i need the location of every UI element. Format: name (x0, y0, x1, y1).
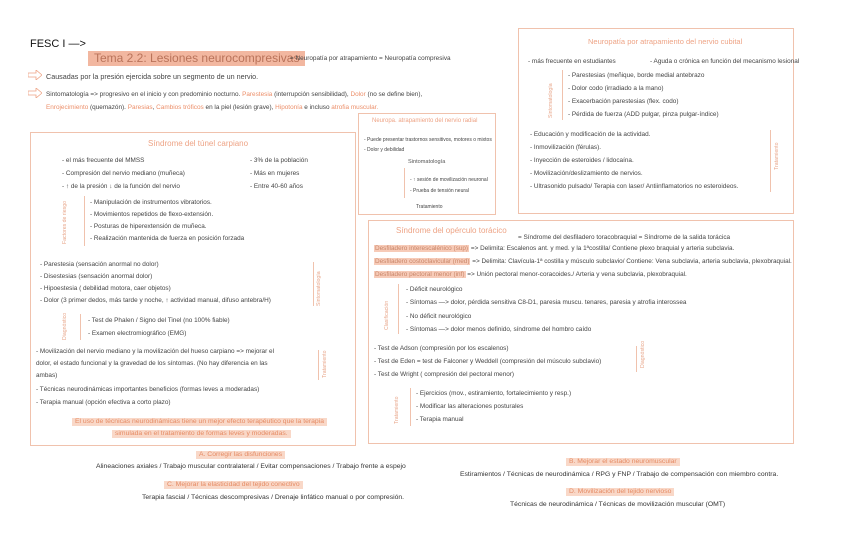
carpal-symptoms-label: Sintomatología (316, 271, 322, 306)
objective-b-title: B. Mejorar el estado neuromuscular (566, 458, 680, 466)
carpal-item: - el más frecuente del MMSS (62, 157, 145, 164)
ulnar-treat: - Inmovilización (férulas). (530, 144, 602, 151)
carpal-treat: - Movilización del nervio mediano y la movilización del hueso carpiano => mejorar el (36, 348, 274, 355)
bracket (770, 130, 771, 192)
ulnar-treat-label: Tratamiento (774, 142, 780, 170)
thoracic-line-head: Desfiladero pectoral menor (inf) (375, 271, 465, 278)
thoracic-treat: - Ejercicios (mov., estiramiento, fortalecimiento y resp.) (416, 390, 572, 397)
ulnar-treat: - Movilización/deslizamiento de nervios. (530, 170, 643, 177)
carpal-treat: - Terapia manual (opción efectiva a corto plazo) (36, 399, 171, 406)
thoracic-treat: - Terapia manual (416, 416, 464, 423)
carpal-item: - Compresión del nervio mediano (muñeca) (62, 170, 185, 177)
ulnar-treat: - Ultrasonido pulsado/ Terapia con laser/ Antiinflamatorios no esteroideos. (530, 183, 739, 190)
thoracic-diag-label: Diagnóstico (640, 340, 646, 368)
fesc-label: FESC I —> (30, 38, 86, 50)
carpal-treat: ambas) (36, 372, 58, 379)
intro-line1: Causadas por la presión ejercida sobre un segmento de un nervio. (46, 72, 259, 81)
thoracic-line-head: Desfiladero costoclavicular (med) (375, 258, 470, 265)
radial-item: - Dolor y debilidad (364, 147, 405, 153)
carpal-diag: - Test de Phalen / Signo del Tinel (no 100% fiable) (88, 317, 230, 324)
thoracic-class: - Síntomas —> dolor menos definido, síndrome del hombro caído (406, 326, 592, 333)
radial-item: - Puede presentar trastornos sensitivos, motores o mixtos (364, 137, 492, 143)
thoracic-class: - Déficit neurológico (406, 286, 463, 293)
thoracic-line-rest: => Delimita: Escalenos ant. y med. y la 1ªcostilla/ Contiene plexo braquial y arteria subclavia. (469, 245, 735, 252)
main-title: Tema 2.2: Lesiones neurocompresivas (88, 51, 305, 66)
intro-line3 (46, 104, 378, 112)
intro-text: en la piel (lesión grave), (203, 104, 276, 111)
definition: = Neuropatía por atrapamiento = Neuropatía compresiva (290, 55, 451, 62)
thoracic-line-rest: => Delimita: Clavícula-1ª costilla y músculo subclavio/ Contiene: Vena subclavia, arteria subclavia, plexobraquial. (470, 258, 792, 265)
objective-d-title: D. Movilización del tejido nervioso (566, 488, 674, 496)
bracket (84, 196, 85, 246)
ulnar-treat: - Inyección de esteroides / lidocaína. (530, 157, 634, 164)
intro-keyword: Parestesia (242, 91, 273, 98)
ulnar-sint: - Dolor codo (irradiado a la mano) (568, 85, 664, 92)
intro-keyword: Dolor (350, 91, 366, 98)
ulnar-sint: - Parestesias (meñique, borde medial antebrazo (568, 72, 705, 79)
ulnar-top-left: - más frecuente en estudiantes (528, 58, 616, 65)
intro-text: Sintomatología => progresivo en el inicio y con predominio nocturno. (46, 91, 243, 98)
thoracic-class-label: Clasificación (384, 300, 390, 330)
intro-keyword: Paresias (127, 104, 153, 111)
bracket (410, 388, 411, 426)
objective-d-text: Técnicas de neurodinámica / Técnicas de movilización muscular (OMT) (510, 501, 726, 508)
bracket (398, 284, 399, 334)
carpal-symptom: - Hipoestesia ( debilidad motora, caer objetos) (40, 285, 171, 292)
ulnar-sint: - Exacerbación parestesias (flex. codo) (568, 98, 679, 105)
carpal-treat-label: Tratamiento (322, 350, 328, 378)
carpal-item: - Entre 40-60 años (250, 183, 303, 190)
carpal-note: simulada en el tratamiento de formas leves y moderadas. (112, 430, 291, 438)
radial-treat-label: Tratamiento (416, 204, 443, 210)
thoracic-class: - Síntomas —> dolor, pérdida sensitiva C8-D1, paresia muscu. tenares, paresia y atrofia interossea (406, 299, 687, 306)
bracket (404, 168, 405, 198)
radial-sint: - Prueba de tensión neural (410, 188, 469, 194)
carpal-factor: - Movimientos repetidos de flexo-extensión. (90, 211, 214, 218)
carpal-item: - 3% de la población (250, 157, 308, 164)
objective-c-title: C. Mejorar la elasticidad del tejido conectivo (164, 481, 303, 489)
ulnar-sint-label: Sintomatología (548, 83, 554, 118)
thoracic-diag: - Test de Adson (compresión por los escalenos) (374, 345, 509, 352)
intro-keyword: atrofia muscular. (331, 104, 379, 111)
carpal-symptom: - Dolor (3 primer dedos, más tarde y noche, ↑ actividad manual, difuso antebra/H) (40, 297, 271, 304)
bracket (80, 314, 81, 340)
carpal-item: - ↑ de la presión ↓ de la función del nervio (62, 183, 180, 190)
ulnar-treat: - Educación y modificación de la actividad. (530, 131, 651, 138)
objective-a-title: A. Corregir las disfunciones (196, 451, 285, 459)
thoracic-class: - No déficit neurológico (406, 313, 472, 320)
carpal-symptom: - Parestesia (sensación anormal no dolor) (40, 261, 159, 268)
intro-keyword: Enrojecimiento (46, 104, 89, 111)
carpal-factor: - Posturas de hiperextensión de muñeca. (90, 223, 207, 230)
radial-sint-label: Sintomatología (408, 159, 446, 165)
carpal-note: El uso de técnicas neurodinámicas tiene un mejor efecto terapéutico que la terapia (72, 418, 327, 426)
intro-text: e incluso (302, 104, 332, 111)
radial-title: Neuropa. atrapamiento del nervio radial (372, 118, 478, 124)
carpal-diag-label: Diagnóstico (62, 312, 68, 340)
ulnar-top-right: - Aguda o crónica en función del mecanismo lesional (650, 58, 800, 65)
bracket (313, 262, 314, 306)
thoracic-line (374, 258, 792, 266)
intro-keyword: Cambios tróficos (156, 104, 204, 111)
intro-text: (no se define bien), (365, 91, 423, 98)
intro-text: (quemazón). (88, 104, 128, 111)
carpal-treat: - Técnicas neurodinámicas importantes beneficios (formas leves a moderadas) (36, 386, 260, 393)
intro-line2 (46, 91, 422, 99)
objective-a-text: Alineaciones axiales / Trabajo muscular contralateral / Evitar compensaciones / Trabajo frente a espejo (96, 463, 406, 470)
thoracic-line (374, 245, 734, 253)
thoracic-diag: - Test de Wright ( compresión del pectoral menor) (374, 371, 515, 378)
thoracic-line-rest: => Unión pectoral menor-coracoides./ Arteria y vena subclavia, plexobraquial. (465, 271, 687, 278)
thoracic-treat: - Modificar las alteraciones posturales (416, 403, 524, 410)
ulnar-title: Neuropatía por atrapamiento del nervio cubital (588, 37, 743, 46)
bracket (636, 346, 637, 372)
carpal-item: - Más en mujeres (250, 170, 300, 177)
thoracic-diag: - Test de Eden = test de Falconer y Weddell (compresión del músculo subclavio) (374, 358, 602, 365)
radial-sint: - ↑ sesión de movilización neuronal (410, 177, 488, 183)
intro-text: (interrupción sensibilidad), (272, 91, 351, 98)
carpal-factor: - Manipulación de instrumentos vibratorios. (90, 199, 212, 206)
carpal-diag: - Examen electromiográfico (EMG) (88, 330, 187, 337)
bracket (562, 70, 563, 120)
objective-c-text: Terapia fascial / Técnicas descompresivas / Drenaje linfático manual o por compresión. (142, 494, 405, 501)
intro-keyword: Hipotonía (275, 104, 303, 111)
carpal-treat: dolor, el estado funcional y la gravedad de los síntomas. (No hay diferencia en las (36, 360, 268, 367)
bracket (318, 350, 319, 380)
objective-b-text: Estiramientos / Técnicas de neurodinámica / RPG y FNP / Trabajo de compensación con miembro contra. (460, 471, 779, 478)
carpal-symptom: - Disestesias (sensación anormal dolor) (40, 273, 153, 280)
carpal-factors-label: Factores de riesgo (62, 201, 68, 244)
thoracic-title: Síndrome del opérculo torácico (396, 226, 507, 235)
thoracic-line (374, 271, 687, 279)
thoracic-syn: = Síndrome del desfiladero toracobraquial = Síndrome de la salida torácica (518, 234, 731, 241)
arrow-icon (28, 70, 42, 80)
thoracic-line-head: Desfiladero interescalénico (sup) (375, 245, 469, 252)
arrow-icon (28, 88, 42, 98)
thoracic-treat-label: Tratamiento (394, 396, 400, 424)
ulnar-sint: - Pérdida de fuerza (ADD pulgar, pinza pulgar-índice) (568, 111, 719, 118)
carpal-factor: - Realización mantenida de fuerza en posición forzada (90, 235, 245, 242)
carpal-tunnel-title: Síndrome del túnel carpiano (148, 139, 249, 148)
intro-text: , (152, 104, 157, 111)
